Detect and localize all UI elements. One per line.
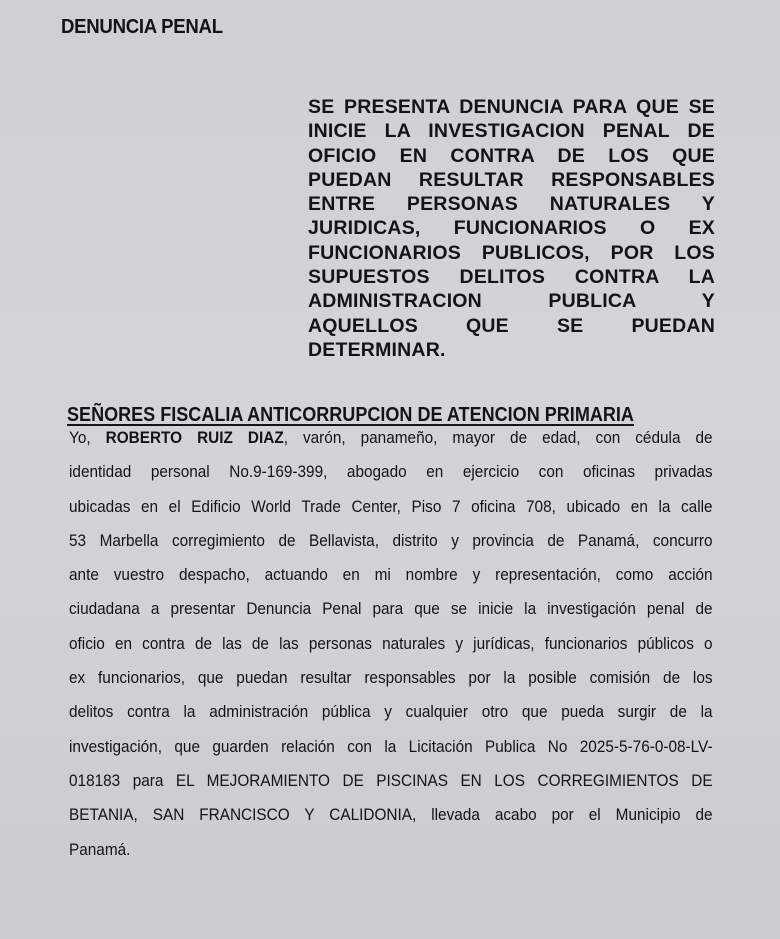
body-line: BETANIA, SAN FRANCISCO Y CALIDONIA, llevada acabo por el Municipio de (69, 806, 713, 825)
bleed-through-text (250, 30, 255, 47)
body-line: ciudadana a presentar Denuncia Penal para que se inicie la investigación penal de (69, 600, 713, 619)
summary-line: SE PRESENTA DENUNCIA PARA QUE SE (308, 96, 715, 118)
body-line: Panamá. (69, 840, 131, 859)
body-line: 018183 para EL MEJORAMIENTO DE PISCINAS EN LOS CORREGIMIENTOS DE (69, 771, 713, 790)
body-line: oficio en contra de las de las personas naturales y jurídicas, funcionarios públicos o (69, 634, 713, 653)
summary-line: INICIE LA INVESTIGACION PENAL DE (308, 120, 715, 143)
document-title: DENUNCIA PENAL (61, 16, 223, 38)
summary-line: DETERMINAR. (308, 338, 446, 361)
summary-line: OFICIO EN CONTRA DE LOS QUE (308, 144, 715, 167)
body-line: ante vuestro despacho, actuando en mi nombre y representación, como acción (69, 566, 713, 585)
body-line: ex funcionarios, que puedan resultar responsables por la posible comisión de los (69, 669, 713, 688)
body-line: ubicadas en el Edificio World Trade Center, Piso 7 oficina 708, ubicado en la calle (69, 497, 713, 516)
body-line: investigación, que guarden relación con la Licitación Publica No 2025-5-76-0-08-LV- (69, 737, 713, 756)
intro-prefix: Yo, (69, 429, 106, 447)
complaint-body (69, 427, 712, 873)
body-line: identidad personal No.9-169-399, abogado en ejercicio con oficinas privadas (69, 463, 713, 482)
summary-line: JURIDICAS, FUNCIONARIOS O EX (308, 217, 715, 240)
complainant-name: ROBERTO RUIZ DIAZ (105, 429, 284, 447)
summary-line: ENTRE PERSONAS NATURALES Y (308, 193, 715, 216)
body-line-intro (69, 427, 713, 461)
intro-suffix: , varón, panameño, mayor de edad, con cédula de (283, 429, 713, 447)
body-line: 53 Marbella corregimiento de Bellavista, distrito y provincia de Panamá, concurro (69, 531, 713, 550)
summary-line: PUEDAN RESULTAR RESPONSABLES (308, 168, 715, 191)
summary-line: SUPUESTOS DELITOS CONTRA LA (308, 266, 715, 289)
summary-line: ADMINISTRACION PUBLICA Y (308, 290, 715, 313)
addressee-heading: SEÑORES FISCALIA ANTICORRUPCION DE ATENCION PRIMARIA (67, 403, 634, 426)
body-line: delitos contra la administración pública y cualquier otro que pueda surgir de la (69, 703, 713, 722)
summary-line: AQUELLOS QUE SE PUEDAN (308, 314, 715, 337)
complaint-summary (308, 95, 715, 362)
summary-line: FUNCIONARIOS PUBLICOS, POR LOS (308, 241, 715, 264)
